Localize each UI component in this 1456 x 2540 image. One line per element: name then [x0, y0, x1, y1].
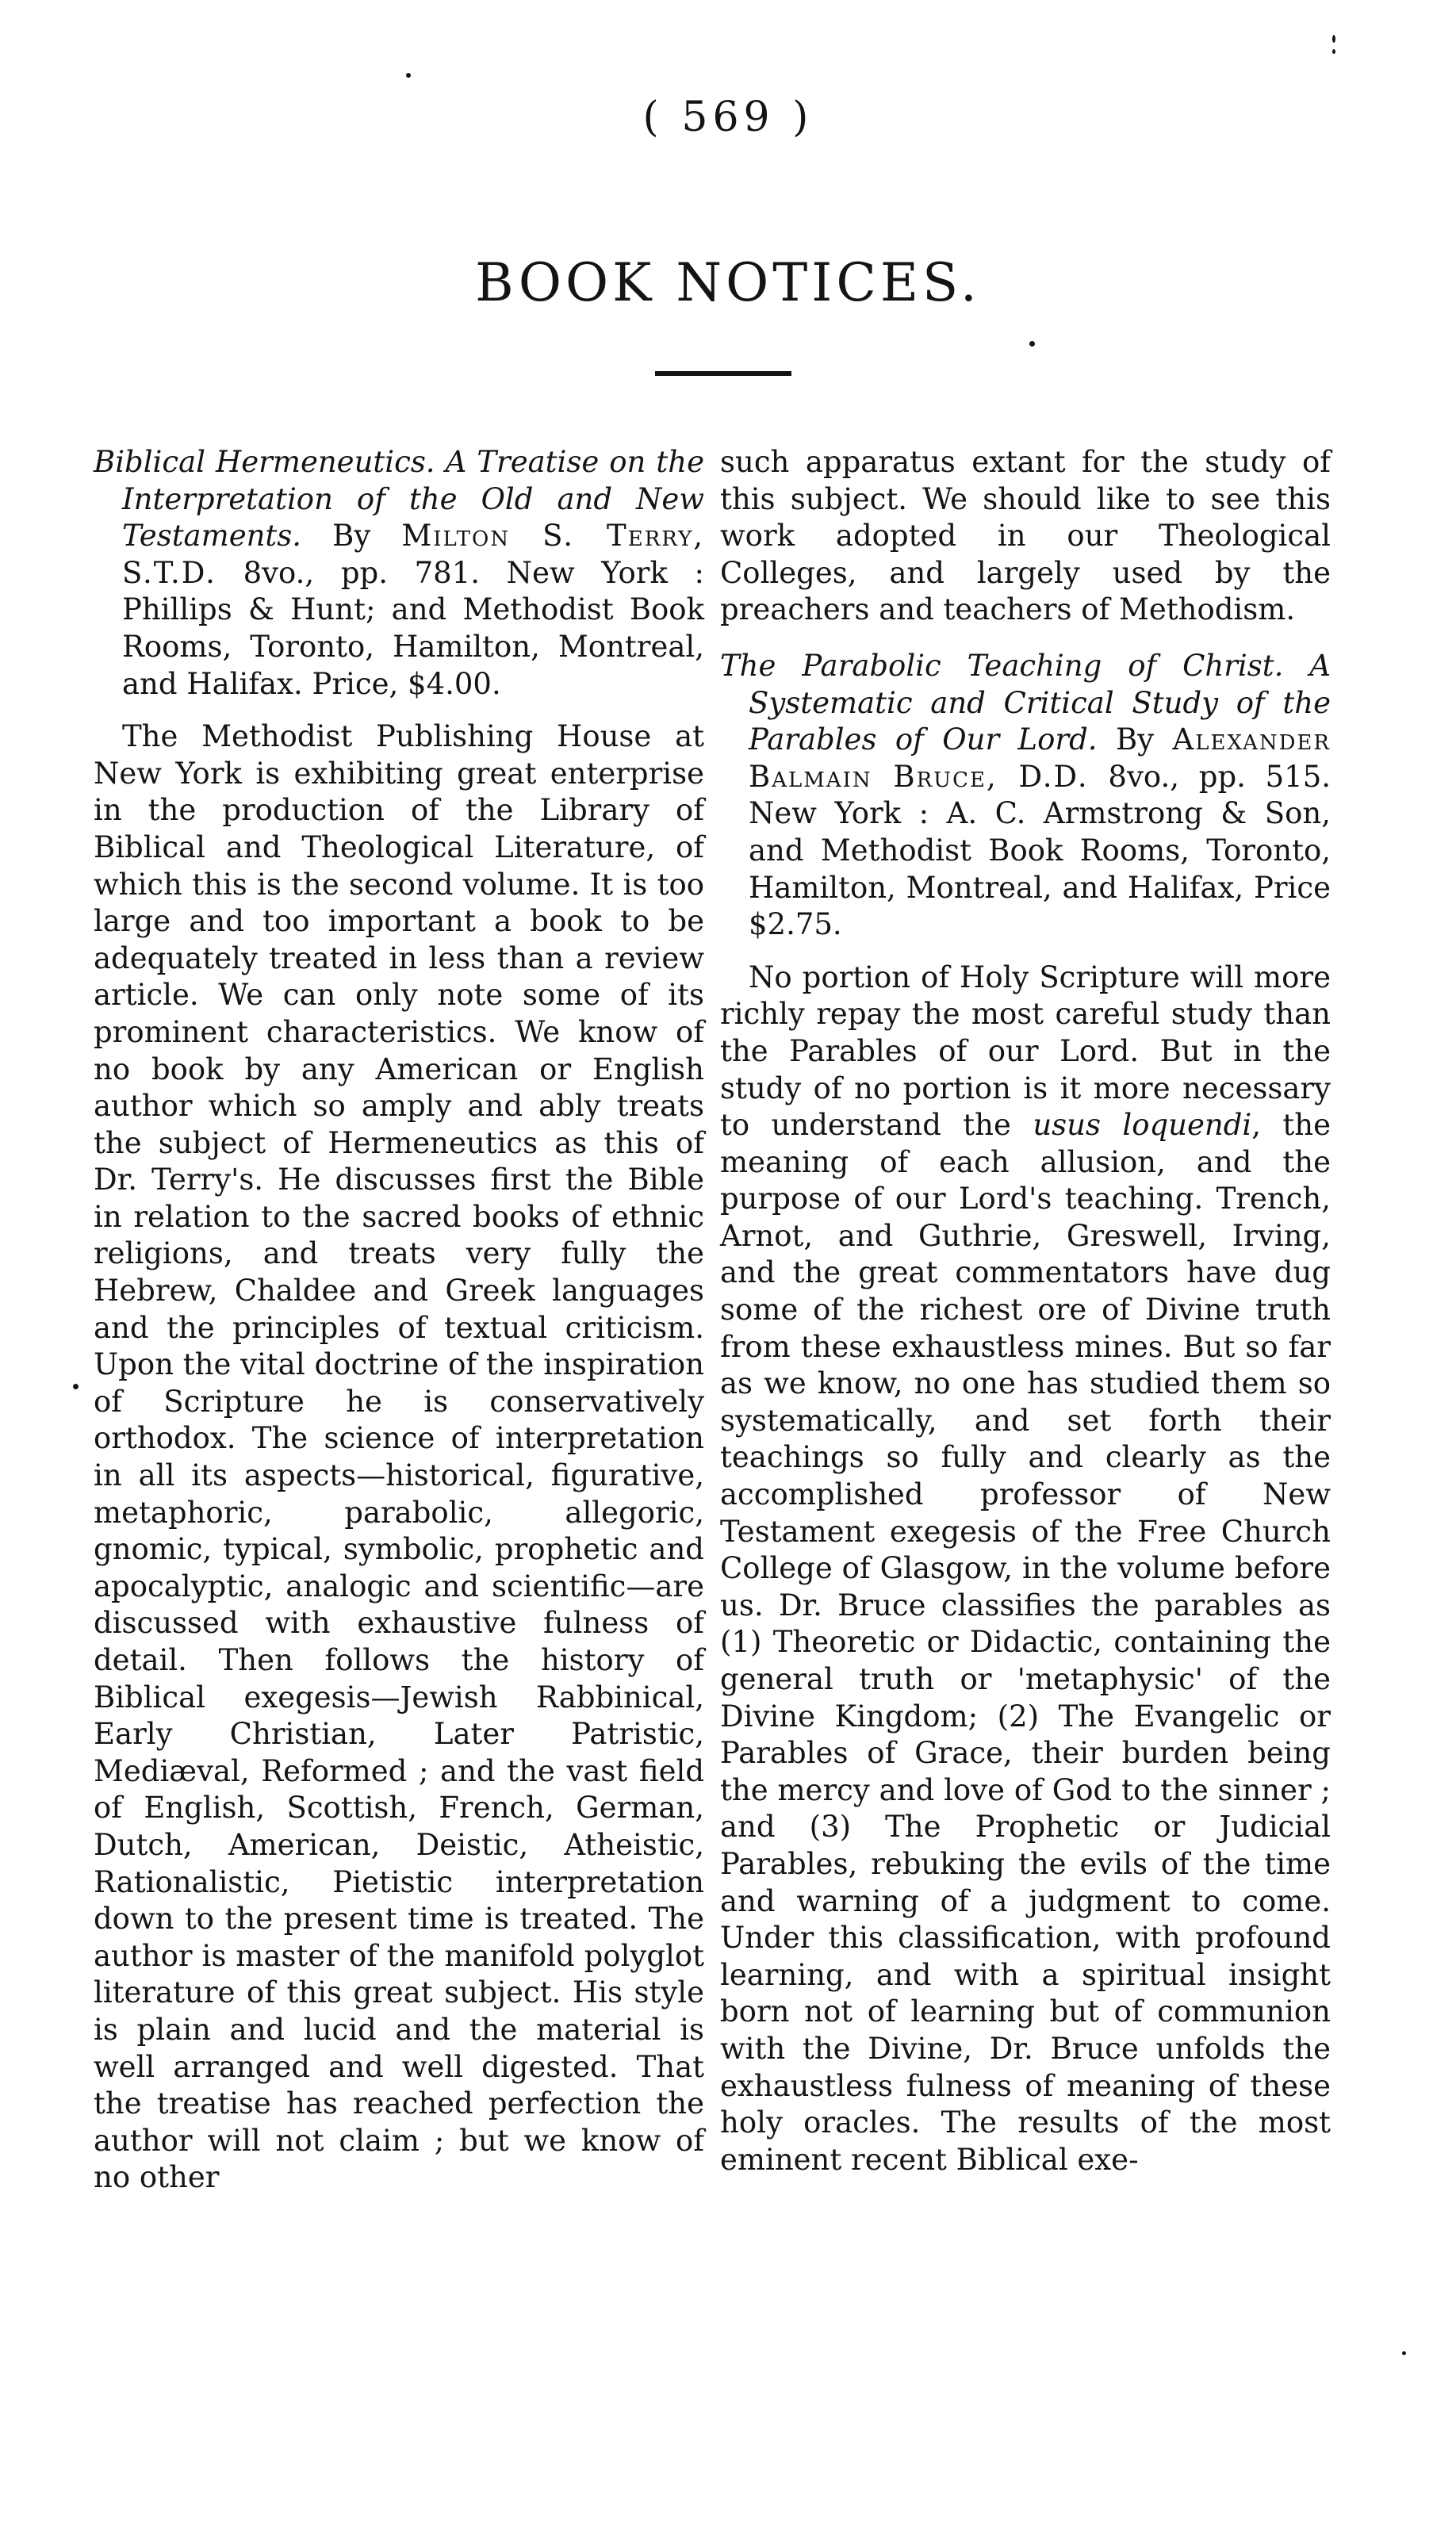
- review-2-body-part-2: , the meaning of each allusion, and the purpose of our Lord's teaching. Trench, Arnot, and Guthrie, Greswell, Irving, and the great commentators have dug some of the richest ore of Divine truth from these exhaustless mines. But so far as we know, no one has studied them so systematically, and set forth their teachings so fully and clearly as the accomplished professor of New Testament exegesis of the Free Church College of Glasgow, in the volume before us. Dr. Bruce classifies the parables as (1) Theoretic or Didactic, containing the general truth or 'metaphysic' of the Divine Kingdom; (2) The Evangelic or Parables of Grace, their burden being the mercy and love of God to the sinner ; and (3) The Prophetic or Judicial Parables, rebuking the evils of the time and warning of a judgment to come. Under this classification, with profound learning, and with a spiritual insight born not of learning but of communion with the Divine, Dr. Bruce unfolds the exhaustless fulness of meaning of these holy oracles. The results of the most eminent recent Biblical exe-: [720, 1108, 1331, 2177]
- review-2-body: [720, 960, 1331, 2179]
- left-column: [94, 444, 704, 2212]
- review-1-by: By: [332, 519, 371, 554]
- scan-speck: [1402, 2351, 1406, 2355]
- review-2-body-part-1: No portion of Holy Scripture will more richly repay the most careful study than the Parables of our Lord. But in the study of no portion is it more necessary to understand the: [720, 960, 1331, 1143]
- scan-speck: [73, 1384, 79, 1389]
- review-2-title: The Parabolic Teaching of Christ.: [720, 648, 1284, 683]
- review-2-by: By: [1115, 722, 1155, 757]
- title-rule: [655, 371, 791, 376]
- scan-speck: [1029, 341, 1035, 347]
- review-2-heading: [720, 648, 1331, 944]
- scan-speck: [1332, 49, 1335, 54]
- review-1-title: Biblical Hermeneutics.: [94, 445, 435, 479]
- page-number: ( 569 ): [642, 94, 814, 141]
- review-1-author: Milton S. Terry, S.T.D.: [122, 519, 704, 590]
- scan-speck: [1332, 35, 1335, 43]
- review-1-body: The Methodist Publishing House at New York is exhibiting great enterprise in the production of the Library of Biblical and Theological Literature, of which this is the second volume. It is too large and too important a book to be adequately treated in less than a review article. We can only note some of its prominent characteristics. We know of no book by any American or English author which so amply and ably treats the subject of Hermeneutics as this of Dr. Terry's. He discusses first the Bible in relation to the sacred books of ethnic religions, and treats very fully the Hebrew, Chaldee and Greek languages and the principles of textual criticism. Upon the vital doctrine of the inspiration of Scripture he is conservatively orthodox. The science of interpretation in all its aspects—historical, figurative, metaphoric, parabolic, allegoric, gnomic, typical, symbolic, prophetic and apocalyptic, analogic and scientific—are discussed with exhaustive fulness of detail. Then follows the history of Biblical exegesis—Jewish Rabbinical, Early Christian, Later Patristic, Mediæval, Reformed ; and the vast field of English, Scottish, French, German, Dutch, American, Deistic, Atheistic, Rationalistic, Pietistic interpretation down to the present time is treated. The author is master of the manifold polyglot literature of this great subject. His style is plain and lucid and the material is well arranged and well digested. That the treatise has reached perfection the author will not claim ; but we know of no other: [94, 719, 704, 2195]
- review-1-continuation: such apparatus extant for the study of this subject. We should like to see this work adopted in our Theological Colleges, and largely used by the preachers and teachers of Methodism.: [720, 445, 1331, 627]
- review-1-subtitle: A Treatise on the Interpretation of the Old and New Testaments.: [122, 445, 704, 554]
- review-2-author: Alexander Balmain Bruce, D.D.: [749, 722, 1331, 794]
- scan-speck: [406, 73, 411, 78]
- review-2-details: 8vo., pp. 515. New York : A. C. Armstrong & Son, and Methodist Book Rooms, Toronto, Hamilton, Montreal, and Halifax, Price $2.75.: [749, 759, 1331, 942]
- page-title: BOOK NOTICES.: [475, 252, 981, 313]
- right-column: [720, 444, 1331, 2194]
- review-1-heading: [94, 444, 704, 703]
- review-1-details: 8vo., pp. 781. New York : Phillips & Hunt; and Methodist Book Rooms, Toronto, Hamilton, Montreal, and Halifax. Price, $4.00.: [122, 555, 704, 701]
- review-2-subtitle: A Systematic and Critical Study of the Parables of Our Lord.: [749, 648, 1331, 757]
- review-2-usus-loquendi: usus loquendi: [1033, 1108, 1252, 1143]
